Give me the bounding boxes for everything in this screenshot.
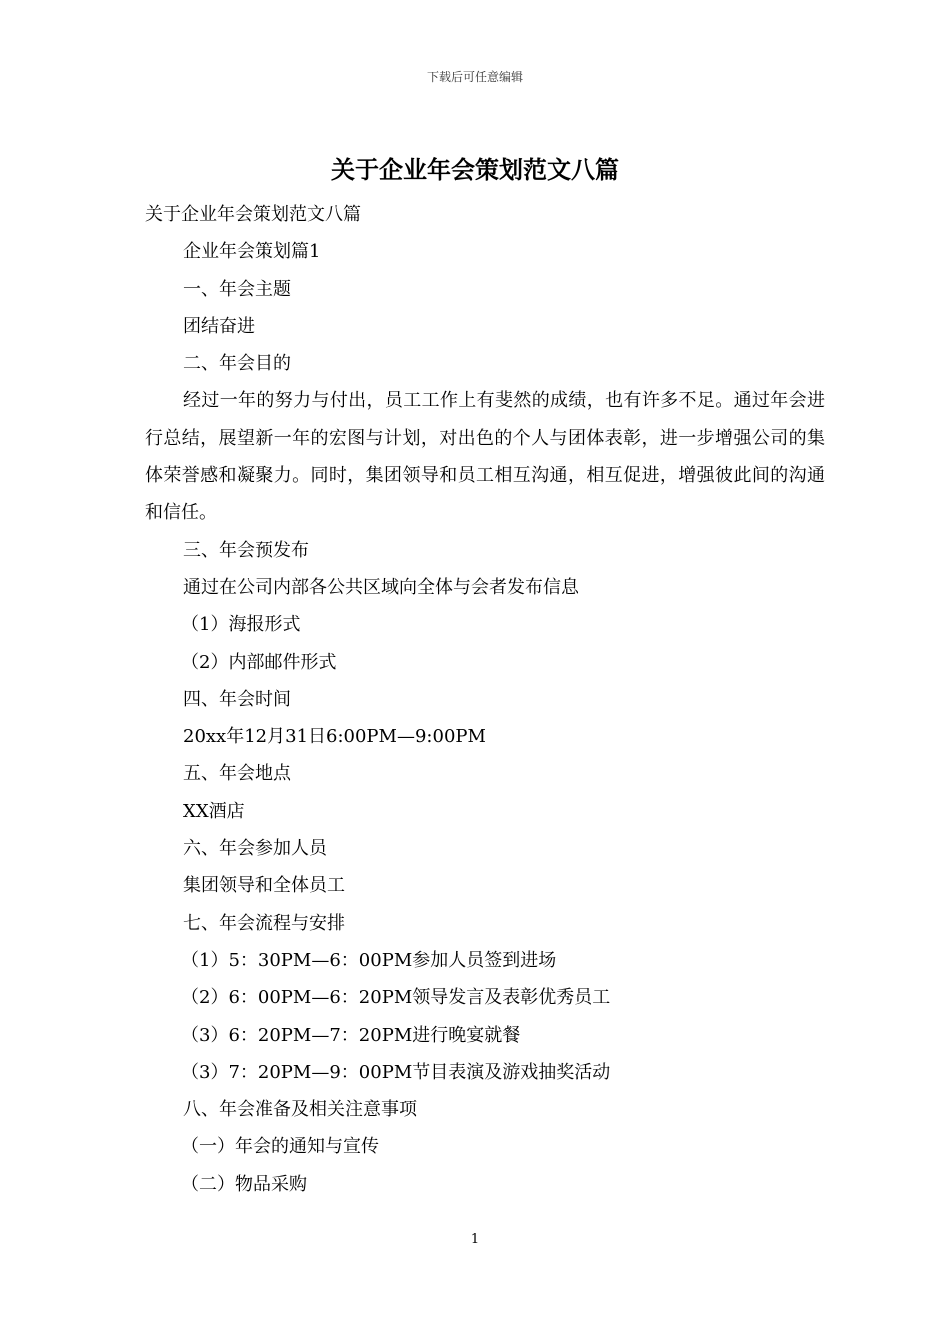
schedule-item: （3）6：20PM—7：20PM进行晚宴就餐 (181, 1024, 521, 1046)
body-heading: 关于企业年会策划范文八篇 (145, 204, 361, 225)
item-heading-prerelease: 三、年会预发布 (183, 539, 309, 561)
item-text-attendees: 集团领导和全体员工 (183, 875, 345, 897)
item-text-theme: 团结奋进 (183, 315, 255, 337)
list-item: （1）海报形式 (181, 614, 301, 636)
schedule-item: （3）7：20PM—9：00PM节目表演及游戏抽奖活动 (181, 1061, 611, 1083)
list-item: （二）物品采购 (181, 1173, 307, 1195)
item-heading-purpose: 二、年会目的 (183, 353, 291, 375)
item-text-prerelease: 通过在公司内部各公共区域向全体与会者发布信息 (183, 576, 579, 598)
section-title: 企业年会策划篇1 (183, 241, 321, 263)
page-header-note: 下载后可任意编辑 (426, 70, 523, 84)
item-text-time: 20xx年12月31日6:00PM—9:00PM (183, 726, 486, 748)
document-title: 关于企业年会策划范文八篇 (331, 155, 619, 184)
page-number: 1 (470, 1232, 480, 1247)
list-item: （一）年会的通知与宣传 (181, 1136, 379, 1158)
purpose-paragraph: 经过一年的努力与付出，员工工作上有斐然的成绩，也有许多不足。通过年会进行总结，展望新一年的宏图与计划，对出色的个人与团体表彰，进一步增强公司的集体荣誉感和凝聚力。同时，集团领导和员工相互沟通，相互促进，增强彼此间的沟通和信任。 (145, 390, 825, 524)
item-heading-time: 四、年会时间 (183, 688, 291, 710)
item-heading-attendees: 六、年会参加人员 (183, 838, 327, 860)
schedule-item: （1）5：30PM—6：00PM参加人员签到进场 (181, 949, 557, 971)
item-heading-location: 五、年会地点 (183, 763, 291, 785)
item-heading-theme: 一、年会主题 (183, 278, 291, 300)
document-body (145, 196, 825, 1203)
item-heading-preparation: 八、年会准备及相关注意事项 (183, 1099, 417, 1121)
item-heading-schedule: 七、年会流程与安排 (183, 912, 345, 934)
item-text-location: XX酒店 (183, 800, 245, 822)
schedule-item: （2）6：00PM—6：20PM领导发言及表彰优秀员工 (181, 987, 611, 1009)
list-item: （2）内部邮件形式 (181, 651, 337, 673)
